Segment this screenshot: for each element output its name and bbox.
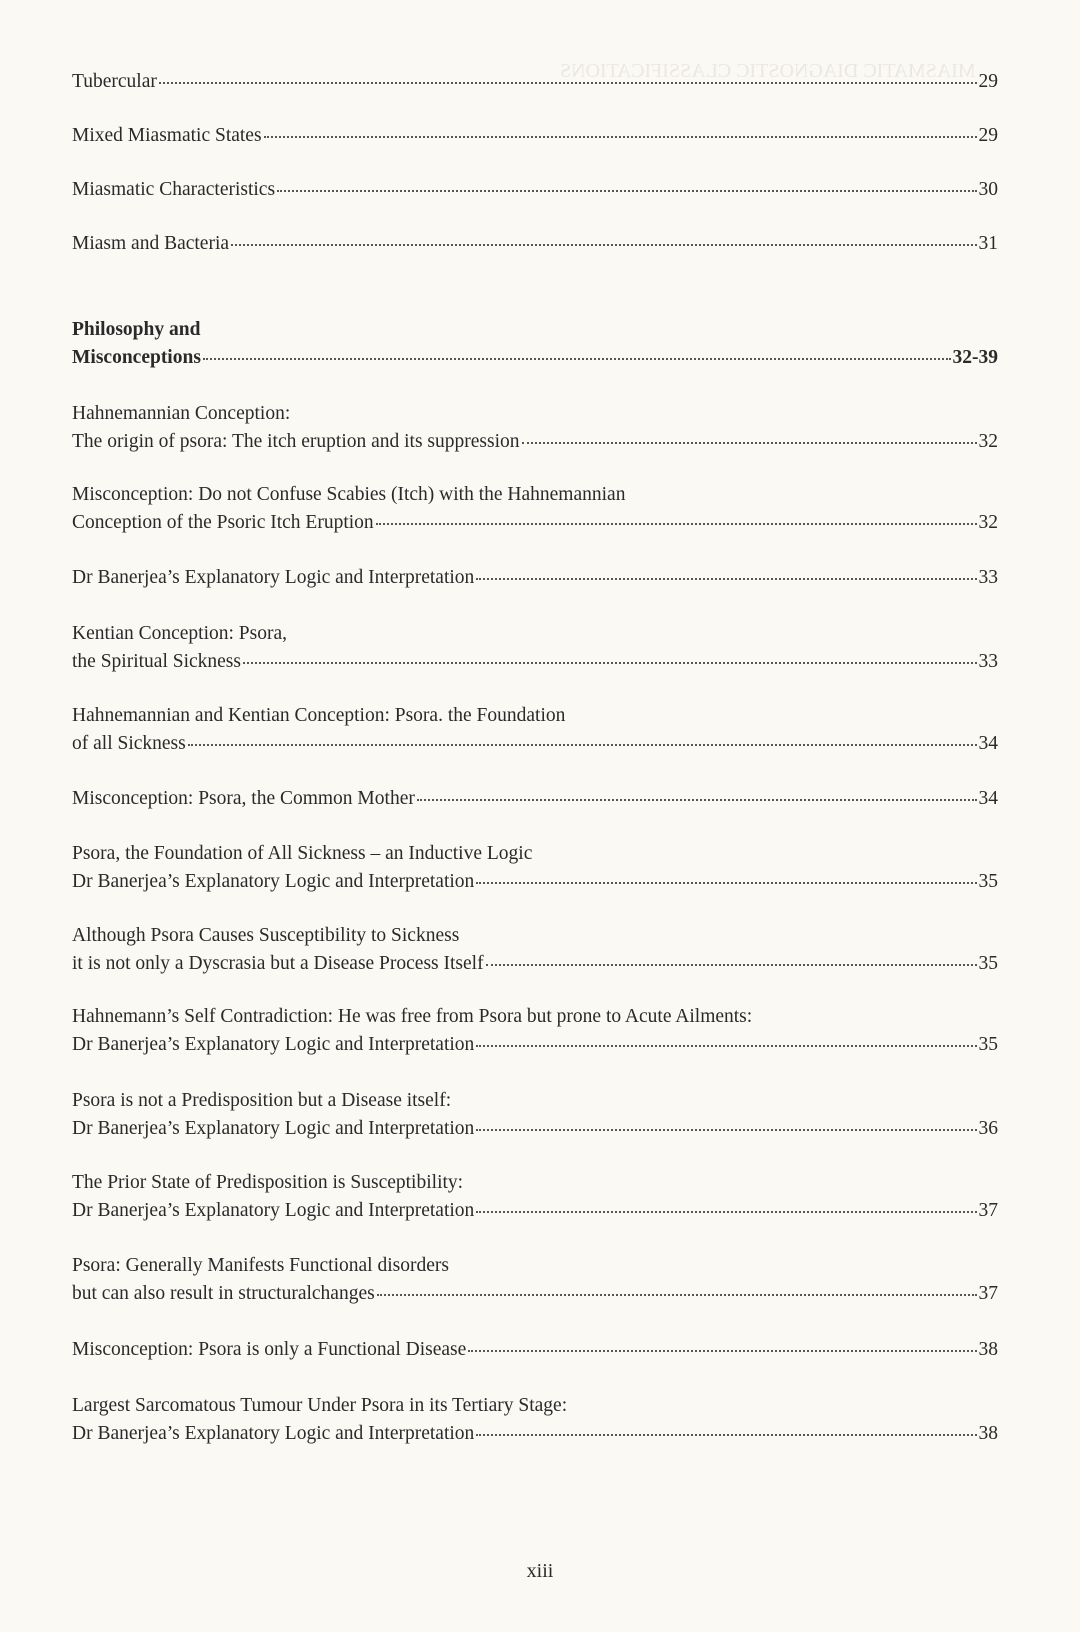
toc-entry-title-line xyxy=(72,922,998,950)
toc-entry-title: Dr Banerjea’s Explanatory Logic and Interpretation xyxy=(72,567,475,588)
toc-page-number: 33 xyxy=(978,651,998,672)
toc-entry xyxy=(72,481,998,537)
dot-leader xyxy=(159,82,977,84)
toc-entry xyxy=(72,176,998,204)
toc-entry-title-line xyxy=(72,316,998,344)
toc-entry xyxy=(72,316,998,372)
toc-entry xyxy=(72,400,998,456)
toc-entry-title-line xyxy=(72,1392,998,1420)
toc-entry xyxy=(72,122,998,150)
toc-entry-title: it is not only a Dyscrasia but a Disease Process Itself xyxy=(72,953,484,974)
toc-entry-title: Psora: Generally Manifests Functional disorders xyxy=(72,1255,449,1276)
toc-page-number: 37 xyxy=(978,1200,998,1221)
toc-entry-title: Kentian Conception: Psora, xyxy=(72,623,288,644)
toc-entry-title-line-final xyxy=(72,785,998,813)
toc-entry-title-line xyxy=(72,1252,998,1280)
toc-entry-title-line-final xyxy=(72,564,998,592)
dot-leader xyxy=(476,1211,976,1213)
toc-page-number: 38 xyxy=(978,1423,998,1444)
toc-page-number: 30 xyxy=(978,179,998,200)
dot-leader xyxy=(264,136,977,138)
toc-entry-title: Philosophy and xyxy=(72,319,201,340)
bleed-through-text: MIASMATIC DIAGNOSTIC CLASSIFICATIONS xyxy=(560,60,976,82)
toc-entry xyxy=(72,1087,998,1143)
toc-entry xyxy=(72,1003,998,1059)
dot-leader xyxy=(243,662,977,664)
dot-leader xyxy=(188,744,977,746)
dot-leader xyxy=(231,244,976,246)
dot-leader xyxy=(468,1350,976,1352)
toc-entry-title-line-final xyxy=(72,344,998,372)
toc-entry-title: Hahnemann’s Self Contradiction: He was free from Psora but prone to Acute Ailments: xyxy=(72,1006,753,1027)
toc-entry-title: Misconception: Psora is only a Functional Disease xyxy=(72,1339,467,1360)
dot-leader xyxy=(476,882,976,884)
toc-entry xyxy=(72,785,998,813)
toc-entry-title-line-final xyxy=(72,1031,998,1059)
toc-entry-title-line-final xyxy=(72,428,998,456)
toc-entry-title: Conception of the Psoric Itch Eruption xyxy=(72,512,374,533)
dot-leader xyxy=(476,1434,976,1436)
toc-page-number: 38 xyxy=(978,1339,998,1360)
toc-page-number: 29 xyxy=(978,71,998,92)
dot-leader xyxy=(203,358,951,360)
dot-leader xyxy=(277,190,976,192)
toc-entry-title-line-final xyxy=(72,68,998,96)
toc-page-number: 32 xyxy=(978,431,998,452)
toc-entry-title-line xyxy=(72,400,998,428)
toc-entry-title-line xyxy=(72,840,998,868)
toc-entry-title-line-final xyxy=(72,230,998,258)
toc-entry xyxy=(72,702,998,758)
toc-entry-title-line xyxy=(72,702,998,730)
dot-leader xyxy=(486,964,977,966)
toc-entry-title-line-final xyxy=(72,1336,998,1364)
toc-page-number: 32-39 xyxy=(952,347,998,368)
toc-entry-title: Hahnemannian and Kentian Conception: Psora. the Foundation xyxy=(72,705,566,726)
dot-leader xyxy=(476,1129,976,1131)
toc-entry xyxy=(72,922,998,978)
toc-entry-title-line-final xyxy=(72,1420,998,1448)
toc-entry-title: Misconception: Psora, the Common Mother xyxy=(72,788,415,809)
toc-entry-title: The Prior State of Predisposition is Susceptibility: xyxy=(72,1172,464,1193)
toc-page-number: 34 xyxy=(978,788,998,809)
toc-entry xyxy=(72,1169,998,1225)
toc-entry-title: Hahnemannian Conception: xyxy=(72,403,291,424)
dot-leader xyxy=(476,1045,976,1047)
toc-entry-title: of all Sickness xyxy=(72,733,186,754)
toc-entry-title: Tubercular xyxy=(72,71,157,92)
toc-entry-title: Psora, the Foundation of All Sickness – an Inductive Logic xyxy=(72,843,533,864)
toc-entry-title-line-final xyxy=(72,648,998,676)
page-number: xiii xyxy=(526,1560,554,1582)
toc-entry-title-line xyxy=(72,1087,998,1115)
toc-entry-title: Psora is not a Predisposition but a Disease itself: xyxy=(72,1090,452,1111)
toc-entry-title: Misconception: Do not Confuse Scabies (Itch) with the Hahnemannian xyxy=(72,484,626,505)
toc-entry xyxy=(72,1252,998,1308)
toc-page-number: 29 xyxy=(978,125,998,146)
toc-entry-title: the Spiritual Sickness xyxy=(72,651,241,672)
toc-entry-title: Dr Banerjea’s Explanatory Logic and Interpretation xyxy=(72,1034,475,1055)
toc-entry-title-line-final xyxy=(72,950,998,978)
toc-entry-title-line-final xyxy=(72,122,998,150)
toc-entry-title: Mixed Miasmatic States xyxy=(72,125,262,146)
toc-page-number: 35 xyxy=(978,953,998,974)
toc-entry-title-line-final xyxy=(72,176,998,204)
dot-leader xyxy=(417,799,977,801)
toc-entry xyxy=(72,840,998,896)
toc-entry-title-line-final xyxy=(72,730,998,758)
toc-entry-title-line-final xyxy=(72,509,998,537)
toc-entry xyxy=(72,1336,998,1364)
toc-entry-title: Although Psora Causes Susceptibility to Sickness xyxy=(72,925,460,946)
toc-entry-title: Misconceptions xyxy=(72,347,201,368)
toc-entry-title: but can also result in structuralchanges xyxy=(72,1283,375,1304)
toc-entry-title: The origin of psora: The itch eruption and its suppression xyxy=(72,431,520,452)
toc-entry-title: Dr Banerjea’s Explanatory Logic and Interpretation xyxy=(72,1118,475,1139)
toc-entry-title: Dr Banerjea’s Explanatory Logic and Interpretation xyxy=(72,1200,475,1221)
toc-page-number: 31 xyxy=(978,233,998,254)
toc-entry-title-line-final xyxy=(72,1197,998,1225)
toc-page-number: 32 xyxy=(978,512,998,533)
toc-entry xyxy=(72,1392,998,1448)
toc-entry xyxy=(72,230,998,258)
toc-entry-title-line xyxy=(72,620,998,648)
toc-page-number: 35 xyxy=(978,871,998,892)
toc-page-number: 36 xyxy=(978,1118,998,1139)
toc-entry-title: Miasm and Bacteria xyxy=(72,233,230,254)
toc-page-number: 35 xyxy=(978,1034,998,1055)
toc-page-number: 37 xyxy=(978,1283,998,1304)
toc-entry xyxy=(72,68,998,96)
dot-leader xyxy=(522,442,977,444)
dot-leader xyxy=(476,578,976,580)
toc-entry xyxy=(72,620,998,676)
toc-entry-title: Dr Banerjea’s Explanatory Logic and Interpretation xyxy=(72,1423,475,1444)
toc-entry-title: Miasmatic Characteristics xyxy=(72,179,276,200)
dot-leader xyxy=(376,523,977,525)
toc-entry-title-line xyxy=(72,1003,998,1031)
toc-page-number: 34 xyxy=(978,733,998,754)
dot-leader xyxy=(377,1294,977,1296)
toc-entry-title-line xyxy=(72,481,998,509)
toc-entry-title-line-final xyxy=(72,1115,998,1143)
toc-entry-title: Largest Sarcomatous Tumour Under Psora in its Tertiary Stage: xyxy=(72,1395,568,1416)
toc-entry-title: Dr Banerjea’s Explanatory Logic and Interpretation xyxy=(72,871,475,892)
toc-entry-title-line xyxy=(72,1169,998,1197)
toc-entry xyxy=(72,564,998,592)
toc-entry-title-line-final xyxy=(72,1280,998,1308)
toc-entry-title-line-final xyxy=(72,868,998,896)
toc-page-number: 33 xyxy=(978,567,998,588)
